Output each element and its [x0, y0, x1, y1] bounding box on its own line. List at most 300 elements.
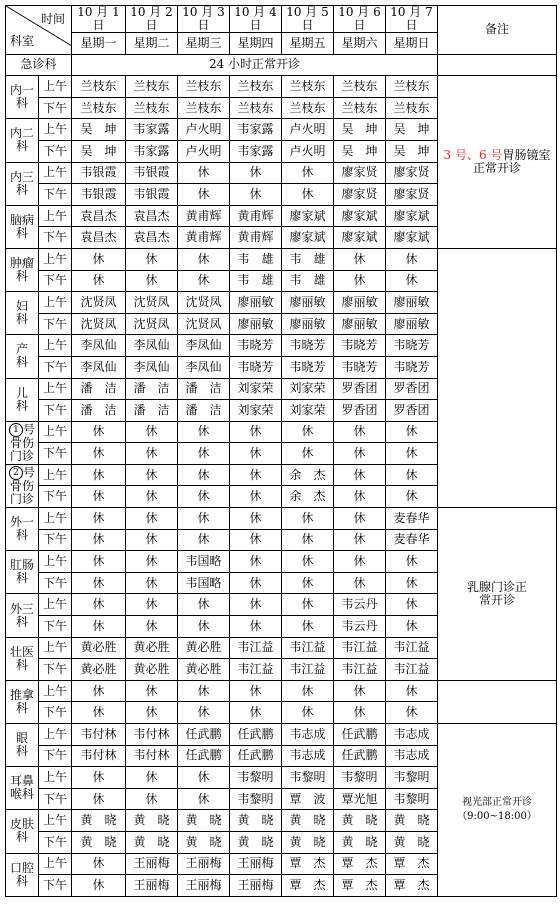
note-text: 乳腺门诊正常开诊 — [466, 579, 527, 607]
doctor-cell: 王丽梅 — [178, 875, 230, 897]
department-label: 口腔科 — [9, 860, 34, 888]
doctor-cell: 廖丽敏 — [282, 292, 334, 314]
doctor-cell: 韦黎明 — [386, 788, 438, 810]
doctor-cell: 罗香团 — [386, 400, 438, 422]
department-label: 脑病科 — [9, 212, 34, 240]
doctor-cell: 韦家露 — [230, 119, 282, 141]
doctor-cell: 王丽梅 — [126, 875, 178, 897]
doctor-cell: 卢火明 — [282, 119, 334, 141]
department-label: 内三科 — [9, 169, 34, 197]
department-name — [6, 76, 39, 119]
doctor-cell: 休 — [334, 680, 386, 702]
doctor-cell: 休 — [282, 508, 334, 530]
doctor-cell: 韦江益 — [230, 659, 282, 681]
doctor-cell: 韦江益 — [282, 637, 334, 659]
doctor-cell: 韦银霞 — [126, 162, 178, 184]
doctor-cell: 沈贤凤 — [178, 313, 230, 335]
doctor-cell: 休 — [282, 616, 334, 638]
weekday-header: 星期五 — [282, 33, 334, 55]
department-name — [6, 162, 39, 205]
doctor-cell: 休 — [126, 270, 178, 292]
morning-label: 上午 — [39, 292, 72, 314]
doctor-cell: 兰枝东 — [334, 97, 386, 119]
department-name — [6, 378, 39, 421]
doctor-cell: 廖丽敏 — [334, 292, 386, 314]
morning-label: 上午 — [39, 205, 72, 227]
note-text: 胃肠镜室正常开诊 — [472, 148, 551, 176]
doctor-cell: 休 — [126, 486, 178, 508]
corner-dept-label: 科室 — [10, 33, 35, 48]
doctor-cell: 兰枝东 — [178, 76, 230, 98]
doctor-cell: 休 — [72, 875, 126, 897]
doctor-cell: 王丽梅 — [230, 875, 282, 897]
doctor-cell: 休 — [230, 508, 282, 530]
doctor-cell: 韦付林 — [126, 745, 178, 767]
doctor-cell: 廖家贤 — [334, 184, 386, 206]
doctor-cell: 麦春华 — [386, 508, 438, 530]
afternoon-label: 下午 — [39, 400, 72, 422]
morning-label: 上午 — [39, 853, 72, 875]
morning-label: 上午 — [39, 248, 72, 270]
doctor-cell: 吴 坤 — [72, 119, 126, 141]
weekday-header: 星期四 — [230, 33, 282, 55]
doctor-cell: 黄 晓 — [126, 831, 178, 853]
doctor-cell: 潘 洁 — [178, 378, 230, 400]
doctor-cell: 休 — [178, 508, 230, 530]
doctor-cell: 黄必胜 — [178, 659, 230, 681]
department-name — [6, 680, 39, 723]
doctor-cell: 休 — [386, 616, 438, 638]
doctor-cell: 休 — [72, 767, 126, 789]
doctor-cell: 韦黎明 — [386, 767, 438, 789]
doctor-cell: 休 — [178, 529, 230, 551]
department-name — [6, 551, 39, 594]
doctor-cell: 袁昌杰 — [126, 205, 178, 227]
doctor-cell: 廖丽敏 — [230, 313, 282, 335]
weekday-header: 星期日 — [386, 33, 438, 55]
note-cell — [438, 76, 557, 249]
afternoon-label: 下午 — [39, 313, 72, 335]
morning-label: 上午 — [39, 508, 72, 530]
doctor-cell: 休 — [178, 464, 230, 486]
doctor-cell: 余 杰 — [282, 486, 334, 508]
morning-label: 上午 — [39, 421, 72, 443]
doctor-cell: 休 — [178, 594, 230, 616]
doctor-cell: 休 — [178, 421, 230, 443]
doctor-cell: 休 — [126, 529, 178, 551]
doctor-cell: 韦晓芳 — [282, 356, 334, 378]
doctor-cell: 休 — [282, 162, 334, 184]
doctor-cell: 覃光旭 — [334, 788, 386, 810]
doctor-cell: 廖家斌 — [386, 227, 438, 249]
afternoon-label: 下午 — [39, 97, 72, 119]
department-name — [6, 724, 39, 767]
doctor-cell: 韦黎明 — [230, 767, 282, 789]
doctor-cell: 韦云丹 — [334, 594, 386, 616]
department-label: 儿 科 — [15, 385, 41, 413]
circled-number: 1 — [9, 423, 23, 437]
doctor-cell: 任武鹏 — [230, 745, 282, 767]
doctor-cell: 韦志成 — [386, 745, 438, 767]
doctor-cell: 休 — [230, 572, 282, 594]
weekday-header: 星期二 — [126, 33, 178, 55]
doctor-cell: 兰枝东 — [126, 97, 178, 119]
department-label: 壮医科 — [9, 644, 34, 672]
department-label: 皮肤科 — [9, 817, 34, 845]
doctor-cell: 兰枝东 — [178, 97, 230, 119]
doctor-cell: 黄 晓 — [178, 810, 230, 832]
doctor-cell: 黄 晓 — [230, 810, 282, 832]
doctor-cell: 吴 坤 — [72, 140, 126, 162]
doctor-cell: 休 — [386, 486, 438, 508]
note-cell — [438, 680, 557, 723]
afternoon-label: 下午 — [39, 788, 72, 810]
doctor-cell: 兰枝东 — [334, 76, 386, 98]
doctor-cell: 休 — [282, 680, 334, 702]
doctor-cell: 休 — [126, 443, 178, 465]
doctor-cell: 兰枝东 — [72, 97, 126, 119]
afternoon-label: 下午 — [39, 529, 72, 551]
doctor-cell: 覃 波 — [282, 788, 334, 810]
doctor-cell: 休 — [72, 551, 126, 573]
department-name — [6, 508, 39, 551]
afternoon-label: 下午 — [39, 572, 72, 594]
doctor-cell: 休 — [386, 702, 438, 724]
doctor-cell: 休 — [178, 702, 230, 724]
department-name — [6, 594, 39, 637]
doctor-cell: 黄 晓 — [178, 831, 230, 853]
department-name — [6, 119, 39, 162]
doctor-cell: 休 — [230, 421, 282, 443]
department-label: 号骨伤门诊 — [9, 422, 35, 463]
doctor-cell: 休 — [230, 594, 282, 616]
doctor-cell: 韦晓芳 — [230, 356, 282, 378]
doctor-cell: 休 — [126, 421, 178, 443]
doctor-cell: 李凤仙 — [126, 356, 178, 378]
doctor-cell: 吴 坤 — [334, 119, 386, 141]
doctor-cell: 休 — [178, 248, 230, 270]
doctor-cell: 麦春华 — [386, 529, 438, 551]
department-label: 妇 科 — [15, 299, 41, 327]
doctor-cell: 休 — [230, 486, 282, 508]
doctor-cell: 休 — [334, 486, 386, 508]
note-highlight: 3 号、6 号 — [443, 148, 503, 163]
doctor-cell: 休 — [178, 788, 230, 810]
doctor-cell: 兰枝东 — [230, 76, 282, 98]
department-name — [6, 292, 39, 335]
doctor-cell: 吴 坤 — [386, 140, 438, 162]
note-cell — [438, 724, 557, 897]
doctor-cell: 廖家斌 — [386, 205, 438, 227]
doctor-cell: 兰枝东 — [386, 97, 438, 119]
department-label: 产 科 — [15, 342, 41, 370]
weekday-header: 星期三 — [178, 33, 230, 55]
afternoon-label: 下午 — [39, 875, 72, 897]
doctor-cell: 韦付林 — [72, 745, 126, 767]
doctor-cell: 韦国略 — [178, 572, 230, 594]
afternoon-label: 下午 — [39, 270, 72, 292]
doctor-cell: 卢火明 — [178, 140, 230, 162]
doctor-cell: 沈贤凤 — [126, 292, 178, 314]
doctor-cell: 韦国略 — [178, 551, 230, 573]
doctor-cell: 廖家斌 — [282, 227, 334, 249]
doctor-cell: 休 — [126, 551, 178, 573]
morning-label: 上午 — [39, 162, 72, 184]
doctor-cell: 沈贤凤 — [126, 313, 178, 335]
doctor-cell: 休 — [334, 421, 386, 443]
doctor-cell: 吴 坤 — [334, 140, 386, 162]
doctor-cell: 韦家露 — [126, 140, 178, 162]
doctor-cell: 休 — [386, 572, 438, 594]
date-header: 10 月 1 日 — [72, 6, 126, 33]
note-header: 备注 — [438, 6, 557, 55]
doctor-cell: 休 — [282, 421, 334, 443]
doctor-cell: 休 — [126, 508, 178, 530]
doctor-cell: 休 — [178, 767, 230, 789]
doctor-cell: 韦 雄 — [230, 248, 282, 270]
doctor-cell: 休 — [230, 551, 282, 573]
doctor-cell: 王丽梅 — [230, 853, 282, 875]
doctor-cell: 休 — [334, 443, 386, 465]
department-label: 肛肠科 — [9, 558, 34, 586]
doctor-cell: 李凤仙 — [178, 356, 230, 378]
doctor-cell: 潘 洁 — [126, 378, 178, 400]
date-header: 10 月 2 日 — [126, 6, 178, 33]
department-name — [6, 853, 39, 896]
doctor-cell: 休 — [334, 551, 386, 573]
doctor-cell: 休 — [282, 529, 334, 551]
doctor-cell: 廖丽敏 — [230, 292, 282, 314]
emergency-dept-name: 急诊科 — [6, 54, 72, 76]
afternoon-label: 下午 — [39, 356, 72, 378]
department-name — [6, 810, 39, 853]
date-header: 10 月 4 日 — [230, 6, 282, 33]
doctor-cell: 黄 晓 — [126, 810, 178, 832]
doctor-cell: 韦黎明 — [334, 767, 386, 789]
doctor-cell: 休 — [230, 616, 282, 638]
doctor-cell: 休 — [126, 248, 178, 270]
doctor-cell: 黄甫辉 — [230, 227, 282, 249]
doctor-cell: 韦江益 — [386, 659, 438, 681]
doctor-cell: 休 — [386, 421, 438, 443]
doctor-cell: 黄 晓 — [72, 810, 126, 832]
doctor-cell: 休 — [386, 270, 438, 292]
doctor-cell: 休 — [72, 529, 126, 551]
doctor-cell: 黄 晓 — [334, 810, 386, 832]
doctor-cell: 廖家贤 — [386, 162, 438, 184]
doctor-cell: 潘 洁 — [72, 378, 126, 400]
department-name — [6, 205, 39, 248]
doctor-cell: 韦 雄 — [282, 270, 334, 292]
corner-header-cell — [6, 6, 72, 55]
circled-number: 2 — [9, 466, 23, 480]
doctor-cell: 休 — [386, 551, 438, 573]
doctor-cell: 休 — [126, 594, 178, 616]
doctor-cell: 休 — [72, 270, 126, 292]
doctor-cell: 休 — [72, 594, 126, 616]
doctor-cell: 黄 晓 — [282, 810, 334, 832]
doctor-cell: 韦家露 — [230, 140, 282, 162]
afternoon-label: 下午 — [39, 184, 72, 206]
department-label: 外一科 — [9, 515, 34, 543]
doctor-cell: 休 — [230, 464, 282, 486]
date-header: 10 月 7 日 — [386, 6, 438, 33]
doctor-cell: 休 — [334, 702, 386, 724]
doctor-cell: 覃 杰 — [334, 875, 386, 897]
doctor-cell: 韦银霞 — [72, 162, 126, 184]
doctor-cell: 休 — [126, 702, 178, 724]
doctor-cell: 袁昌杰 — [72, 227, 126, 249]
doctor-cell: 休 — [334, 270, 386, 292]
doctor-cell: 休 — [334, 529, 386, 551]
doctor-cell: 休 — [282, 443, 334, 465]
morning-label: 上午 — [39, 810, 72, 832]
doctor-cell: 韦家露 — [126, 119, 178, 141]
doctor-cell: 刘家荣 — [230, 378, 282, 400]
doctor-cell: 潘 洁 — [178, 400, 230, 422]
doctor-cell: 廖家斌 — [282, 205, 334, 227]
schedule-table — [5, 5, 557, 897]
doctor-cell: 兰枝东 — [282, 97, 334, 119]
doctor-cell: 刘家荣 — [282, 400, 334, 422]
doctor-cell: 休 — [178, 616, 230, 638]
doctor-cell: 韦银霞 — [126, 184, 178, 206]
department-name — [6, 248, 39, 291]
doctor-cell: 韦江益 — [282, 659, 334, 681]
doctor-cell: 休 — [230, 162, 282, 184]
doctor-cell: 罗香团 — [334, 400, 386, 422]
doctor-cell: 黄必胜 — [72, 637, 126, 659]
doctor-cell: 王丽梅 — [126, 853, 178, 875]
doctor-cell: 休 — [334, 508, 386, 530]
morning-label: 上午 — [39, 767, 72, 789]
doctor-cell: 休 — [178, 162, 230, 184]
doctor-cell: 休 — [282, 184, 334, 206]
doctor-cell: 黄必胜 — [178, 637, 230, 659]
doctor-cell: 黄甫辉 — [178, 205, 230, 227]
doctor-cell: 兰枝东 — [230, 97, 282, 119]
doctor-cell: 休 — [72, 421, 126, 443]
doctor-cell: 潘 洁 — [126, 400, 178, 422]
doctor-cell: 休 — [386, 248, 438, 270]
department-label: 外三科 — [9, 601, 34, 629]
doctor-cell: 休 — [72, 443, 126, 465]
doctor-cell: 廖家贤 — [334, 162, 386, 184]
doctor-cell: 休 — [126, 464, 178, 486]
morning-label: 上午 — [39, 551, 72, 573]
doctor-cell: 李凤仙 — [72, 335, 126, 357]
doctor-cell: 袁昌杰 — [72, 205, 126, 227]
doctor-cell: 休 — [126, 572, 178, 594]
doctor-cell: 任武鹏 — [178, 745, 230, 767]
doctor-cell: 休 — [72, 616, 126, 638]
doctor-cell: 任武鹏 — [178, 724, 230, 746]
doctor-cell: 韦晓芳 — [386, 356, 438, 378]
doctor-cell: 休 — [178, 184, 230, 206]
doctor-cell: 余 杰 — [282, 464, 334, 486]
doctor-cell: 韦江益 — [334, 659, 386, 681]
doctor-cell: 韦晓芳 — [386, 335, 438, 357]
doctor-cell: 休 — [282, 572, 334, 594]
doctor-cell: 兰枝东 — [72, 76, 126, 98]
doctor-cell: 潘 洁 — [72, 400, 126, 422]
doctor-cell: 休 — [282, 551, 334, 573]
doctor-cell: 韦 雄 — [282, 248, 334, 270]
doctor-cell: 休 — [386, 464, 438, 486]
note-hours: （9:00~18:00） — [457, 810, 537, 822]
doctor-cell: 休 — [230, 680, 282, 702]
doctor-cell: 黄甫辉 — [230, 205, 282, 227]
department-name — [6, 421, 39, 464]
date-header: 10 月 5 日 — [282, 6, 334, 33]
doctor-cell: 休 — [386, 443, 438, 465]
doctor-cell: 黄必胜 — [72, 659, 126, 681]
doctor-cell: 韦付林 — [72, 724, 126, 746]
morning-label: 上午 — [39, 724, 72, 746]
doctor-cell: 休 — [72, 486, 126, 508]
department-label: 耳鼻喉科 — [9, 774, 34, 802]
doctor-cell: 任武鹏 — [334, 745, 386, 767]
doctor-cell: 廖丽敏 — [386, 292, 438, 314]
doctor-cell: 罗香团 — [334, 378, 386, 400]
doctor-cell: 任武鹏 — [334, 724, 386, 746]
doctor-cell: 黄 晓 — [230, 831, 282, 853]
department-label: 推拿科 — [9, 687, 34, 715]
doctor-cell: 休 — [72, 464, 126, 486]
doctor-cell: 廖家斌 — [334, 227, 386, 249]
note-cell — [438, 508, 557, 681]
doctor-cell: 廖家斌 — [334, 205, 386, 227]
doctor-cell: 休 — [282, 594, 334, 616]
doctor-cell: 兰枝东 — [386, 76, 438, 98]
morning-label: 上午 — [39, 76, 72, 98]
note-cell — [438, 54, 557, 76]
doctor-cell: 休 — [334, 464, 386, 486]
afternoon-label: 下午 — [39, 616, 72, 638]
doctor-cell: 黄 晓 — [386, 831, 438, 853]
doctor-cell: 黄 晓 — [282, 831, 334, 853]
morning-label: 上午 — [39, 637, 72, 659]
doctor-cell: 休 — [72, 702, 126, 724]
doctor-cell: 休 — [126, 788, 178, 810]
doctor-cell: 任武鹏 — [230, 724, 282, 746]
morning-label: 上午 — [39, 464, 72, 486]
doctor-cell: 袁昌杰 — [126, 227, 178, 249]
doctor-cell: 韦江益 — [386, 637, 438, 659]
doctor-cell: 覃 杰 — [386, 853, 438, 875]
doctor-cell: 休 — [178, 680, 230, 702]
doctor-cell: 韦付林 — [126, 724, 178, 746]
morning-label: 上午 — [39, 378, 72, 400]
doctor-cell: 黄 晓 — [72, 831, 126, 853]
doctor-cell: 休 — [230, 702, 282, 724]
doctor-cell: 卢火明 — [282, 140, 334, 162]
doctor-cell: 韦 雄 — [230, 270, 282, 292]
doctor-cell: 兰枝东 — [126, 76, 178, 98]
doctor-cell: 韦晓芳 — [230, 335, 282, 357]
doctor-cell: 韦晓芳 — [282, 335, 334, 357]
department-label: 眼 科 — [15, 731, 41, 759]
doctor-cell: 覃 杰 — [282, 875, 334, 897]
doctor-cell: 廖家贤 — [386, 184, 438, 206]
doctor-cell: 覃 杰 — [386, 875, 438, 897]
doctor-cell: 休 — [126, 680, 178, 702]
doctor-cell: 韦志成 — [386, 724, 438, 746]
doctor-cell: 黄必胜 — [126, 637, 178, 659]
doctor-cell: 卢火明 — [178, 119, 230, 141]
doctor-cell: 沈贤凤 — [178, 292, 230, 314]
note-text: 视光部正常开诊 — [462, 796, 532, 808]
